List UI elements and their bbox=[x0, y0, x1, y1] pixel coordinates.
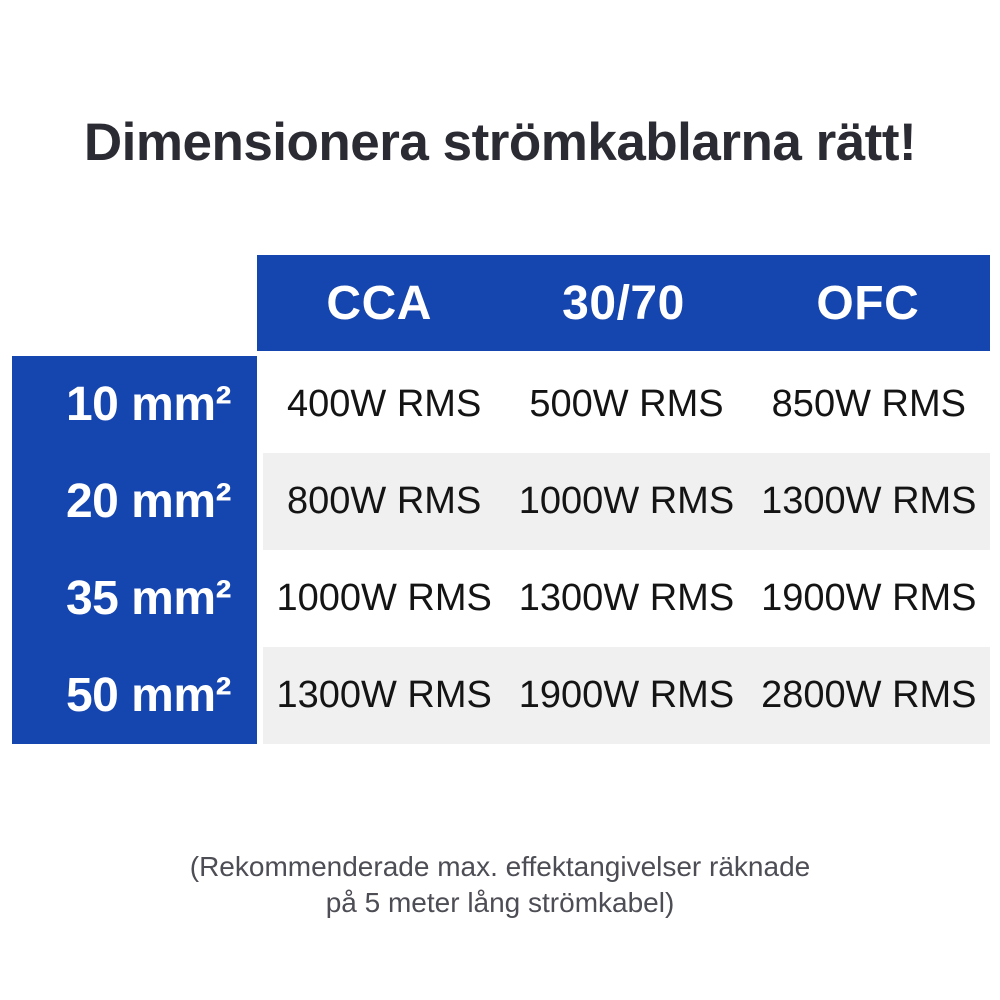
page-title: Dimensionera strömkablarna rätt! bbox=[83, 113, 917, 172]
cell-35mm2-ofc: 1900W RMS bbox=[761, 577, 977, 619]
table-body bbox=[263, 356, 990, 744]
row-header-50mm2: 50 mm² bbox=[65, 669, 232, 722]
table-row-50mm2 bbox=[263, 647, 990, 744]
cell-50mm2-3070: 1900W RMS bbox=[518, 674, 735, 716]
cell-20mm2-3070: 1000W RMS bbox=[518, 480, 735, 522]
column-header-ofc: OFC bbox=[816, 276, 920, 330]
table-row-20mm2 bbox=[263, 453, 990, 550]
table-header-row bbox=[257, 255, 990, 351]
cell-10mm2-ofc: 850W RMS bbox=[771, 383, 966, 425]
cell-50mm2-cca: 1300W RMS bbox=[276, 674, 492, 716]
column-header-cca: CCA bbox=[326, 276, 432, 330]
footnote-line-2: på 5 meter lång strömkabel) bbox=[325, 887, 675, 918]
cell-35mm2-3070: 1300W RMS bbox=[518, 577, 735, 619]
cell-20mm2-cca: 800W RMS bbox=[287, 480, 482, 522]
row-header-10mm2: 10 mm² bbox=[65, 378, 232, 431]
row-header-column bbox=[12, 356, 257, 744]
cell-10mm2-3070: 500W RMS bbox=[529, 383, 724, 425]
cell-35mm2-cca: 1000W RMS bbox=[276, 577, 492, 619]
table-row-35mm2 bbox=[263, 550, 990, 647]
footnote-line-1: (Rekommenderade max. effektangivelser räknade bbox=[189, 851, 811, 882]
row-header-20mm2: 20 mm² bbox=[65, 475, 232, 528]
cell-50mm2-ofc: 2800W RMS bbox=[761, 674, 977, 716]
footnote bbox=[0, 849, 1000, 921]
cell-20mm2-ofc: 1300W RMS bbox=[761, 480, 977, 522]
column-header-3070: 30/70 bbox=[562, 276, 685, 330]
cell-10mm2-cca: 400W RMS bbox=[287, 383, 482, 425]
table-row-10mm2 bbox=[263, 356, 990, 453]
row-header-35mm2: 35 mm² bbox=[65, 572, 232, 625]
